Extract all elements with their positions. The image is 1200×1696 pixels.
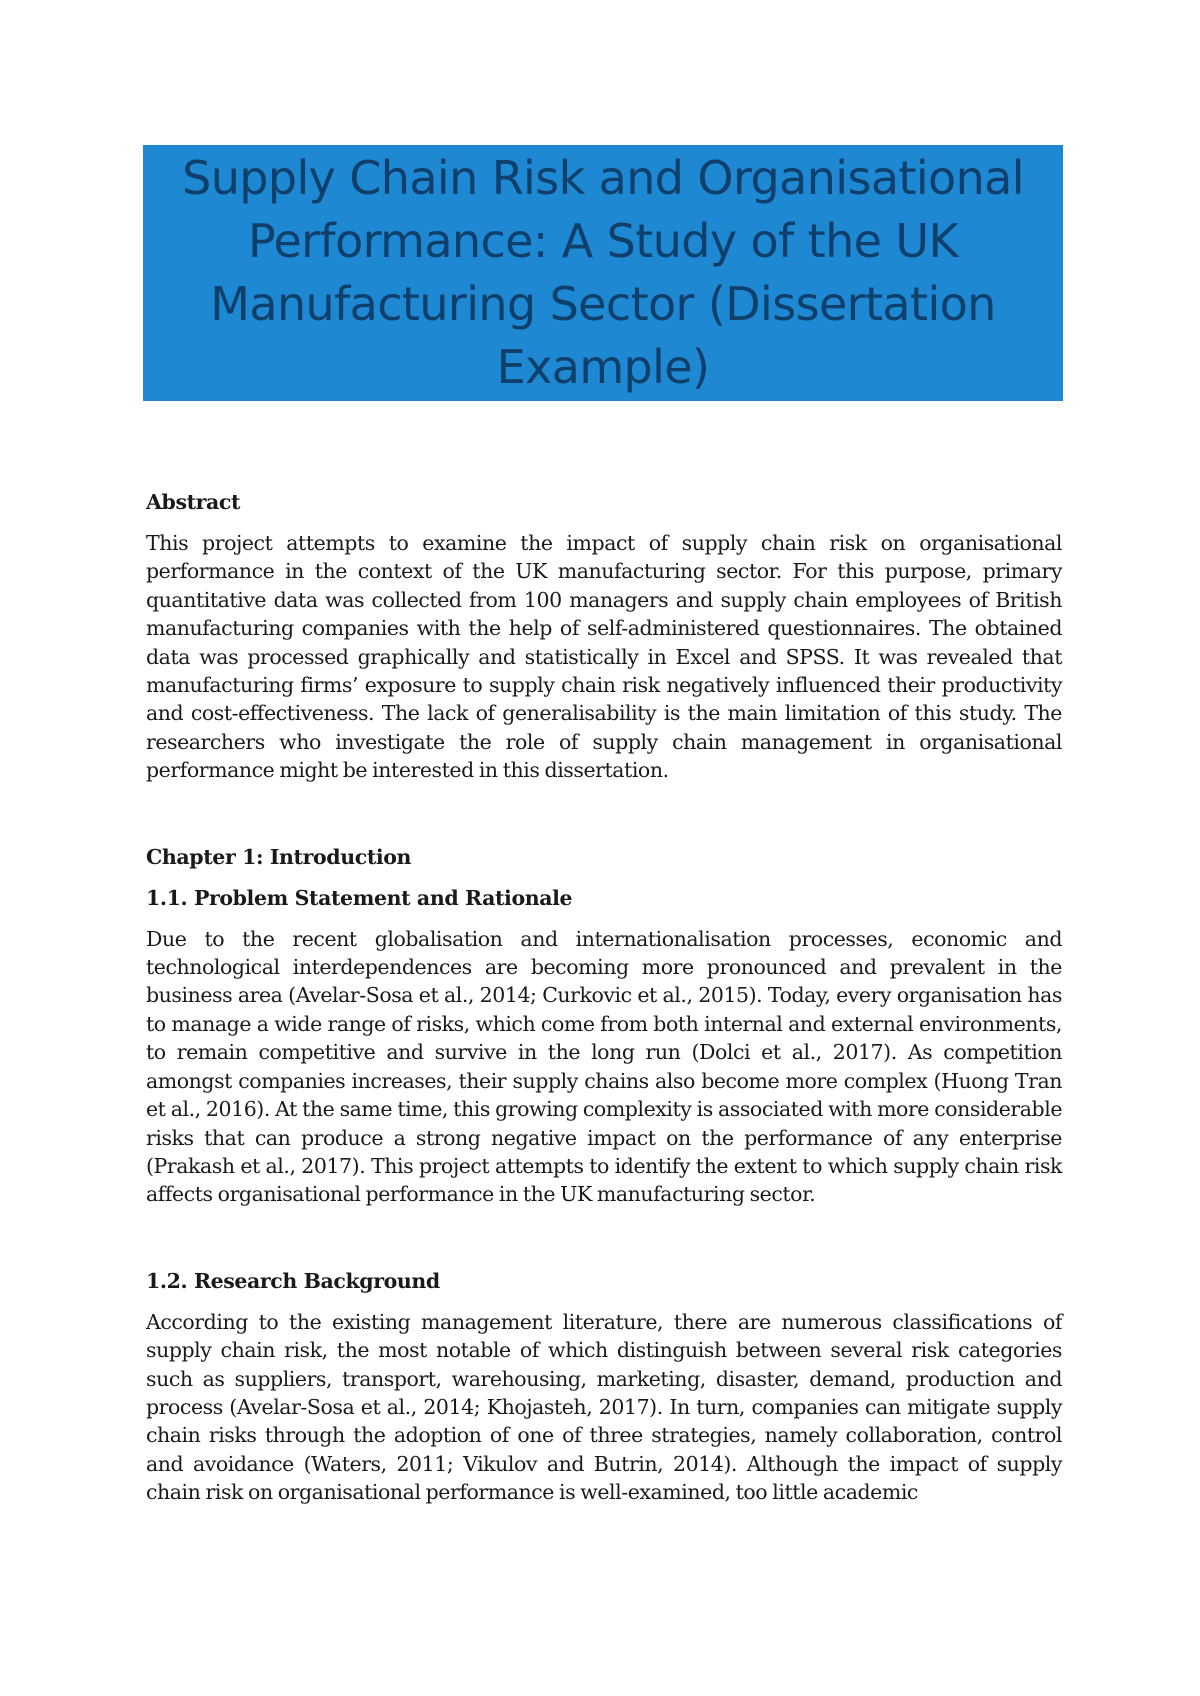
section-1-1-heading: 1.1. Problem Statement and Rationale bbox=[146, 885, 573, 910]
section-1-2-paragraph: According to the existing management literature, there are numerous classifications of supply chain risk, the most notable of which distinguish between several risk categories such as suppliers, transport, warehousing, marketing, disaster, demand, production and process (Avelar-Sosa et al., 2014; Khojasteh, 2017). In turn, companies can mitigate supply chain risks through the adoption of one of three strategies, namely collaboration, control and avoidance (Waters, 2011; Vikulov and Butrin, 2014). Although the impact of supply chain risk on organisational performance is well-examined, too little academic bbox=[146, 1309, 1062, 1505]
title-banner bbox=[143, 145, 1063, 401]
document-body bbox=[146, 488, 1062, 1507]
chapter-1-heading: Chapter 1: Introduction bbox=[146, 844, 412, 869]
document-title: Supply Chain Risk and Organisational Performance: A Study of the UK Manufacturing Sector (Dissertation Example) bbox=[182, 151, 1024, 394]
section-1-1-paragraph: Due to the recent globalisation and internationalisation processes, economic and technological interdependences are becoming more pronounced and prevalent in the business area (Avelar-Sosa et al., 2014; Curkovic et al., 2015). Today, every organisation has to manage a wide range of risks, which come from both internal and external environments, to remain competitive and survive in the long run (Dolci et al., 2017). As competition amongst companies increases, their supply chains also become more complex (Huong Tran et al., 2016). At the same time, this growing complexity is associated with more considerable risks that can produce a strong negative impact on the performance of any enterprise (Prakash et al., 2017). This project attempts to identify the extent to which supply chain risk affects organisational performance in the UK manufacturing sector. bbox=[146, 926, 1062, 1207]
section-1-2-heading: 1.2. Research Background bbox=[146, 1268, 440, 1293]
abstract-heading: Abstract bbox=[146, 490, 241, 514]
abstract-paragraph: This project attempts to examine the impact of supply chain risk on organisational performance in the context of the UK manufacturing sector. For this purpose, primary quantitative data was collected from 100 managers and supply chain employees of British manufacturing companies with the help of self-administered questionnaires. The obtained data was processed graphically and statistically in Excel and SPSS. It was revealed that manufacturing firms’ exposure to supply chain risk negatively influenced their productivity and cost-effectiveness. The lack of generalisability is the main limitation of this study. The researchers who investigate the role of supply chain management in organisational performance might be interested in this dissertation. bbox=[146, 531, 1062, 783]
